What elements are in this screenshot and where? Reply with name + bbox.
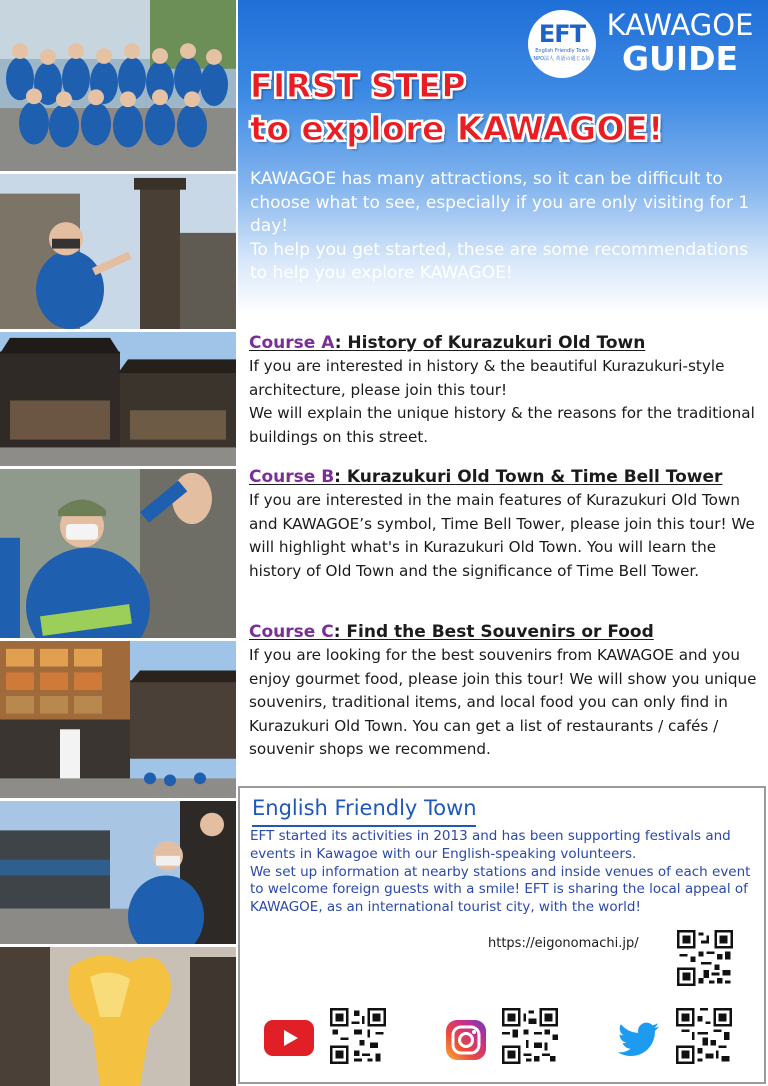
eft-logo-sub-line1: English Friendly Town — [535, 48, 589, 54]
page-title-line2: to explore KAWAGOE! — [250, 109, 664, 148]
course-b-tag: Course B — [249, 467, 335, 487]
eft-paragraph-1: EFT started its activities in 2013 and has been supporting festivals and events in Kawagoe with our English-speaking volunteers. — [250, 828, 731, 862]
eft-website-link[interactable]: https://eigonomachi.jp/ — [488, 936, 639, 951]
eft-paragraph-2: We set up information at nearby stations and inside venues of each event to welcome foreign guests with a smile! EFT is sharing the local appeal of KAWAGOE, as an international tourist city, with the world! — [250, 863, 751, 916]
eft-title: English Friendly Town — [252, 796, 477, 820]
course-a-title — [249, 331, 761, 355]
twitter-icon — [618, 1022, 660, 1058]
page-title — [250, 64, 760, 150]
photo-guide-on-street — [0, 801, 236, 947]
intro-paragraph-2: To help you get started, these are some recommendations to help you explore KAWAGOE! — [250, 239, 749, 283]
course-a-tag: Course A — [249, 333, 335, 353]
intro-text — [250, 168, 760, 286]
youtube-icon — [264, 1020, 314, 1056]
brand-name-line1: KAWAGOE — [606, 8, 754, 42]
brand-name-line2: GUIDE — [621, 39, 739, 78]
photo-guide-bell-tower — [0, 174, 236, 332]
course-a-description-2: We will explain the unique history & the reasons for the traditional buildings on this street. — [249, 404, 755, 446]
course-a — [249, 331, 761, 449]
course-a-name: : History of Kurazukuri Old Town — [334, 333, 646, 353]
photo-kurazukuri-street — [0, 332, 236, 469]
twitter-link[interactable] — [618, 1022, 660, 1058]
page-title-line1: FIRST STEP — [250, 66, 467, 105]
youtube-qr-code[interactable] — [330, 1008, 386, 1064]
eft-description — [250, 828, 760, 917]
instagram-qr-code[interactable] — [502, 1008, 558, 1064]
course-c-description: If you are looking for the best souvenirs from KAWAGOE and you enjoy gourmet food, please join this tour! We will show you unique souvenirs, traditional items, and local food you can only find in Kurazukuri Old Town. You can get a list of restaurants / cafés / souvenir shops we recommend. — [249, 646, 757, 759]
photo-guide-waving — [0, 469, 236, 641]
eft-info-box — [238, 786, 766, 1084]
eft-logo-sub-line2: NPO法人 英語の通じる街 — [533, 56, 591, 62]
course-b-name: : Kurazukuri Old Town & Time Bell Tower — [334, 467, 723, 487]
photo-column — [0, 0, 236, 1086]
photo-volunteer-group — [0, 0, 236, 174]
intro-paragraph-1: KAWAGOE has many attractions, so it can be difficult to choose what to see, especially if you are only visiting for 1 day! — [250, 169, 750, 236]
instagram-link[interactable] — [446, 1020, 486, 1060]
course-b-title — [249, 465, 761, 489]
course-c-name: : Find the Best Souvenirs or Food — [333, 622, 654, 642]
eft-title-underline — [252, 825, 476, 827]
course-c-title — [249, 620, 761, 644]
twitter-qr-code[interactable] — [676, 1008, 732, 1064]
eft-logo-text: EFT — [538, 20, 586, 48]
course-c-tag: Course C — [249, 622, 334, 642]
course-b — [249, 465, 761, 583]
youtube-link[interactable] — [264, 1020, 314, 1056]
course-c — [249, 620, 761, 762]
course-b-description: If you are interested in the main features of Kurazukuri Old Town and KAWAGOE’s symbol, Time Bell Tower, please join this tour! We will highlight what's in Kurazukuri Old Town. You will learn the history of Old Town and the significance of Time Bell Tower. — [249, 491, 755, 580]
photo-sweets-and-street — [0, 641, 236, 801]
instagram-icon — [446, 1020, 486, 1060]
website-qr-code[interactable] — [677, 930, 733, 986]
course-a-description-1: If you are interested in history & the beautiful Kurazukuri-style architecture, please join this tour! — [249, 357, 725, 399]
photo-candy-lantern — [0, 947, 236, 1086]
